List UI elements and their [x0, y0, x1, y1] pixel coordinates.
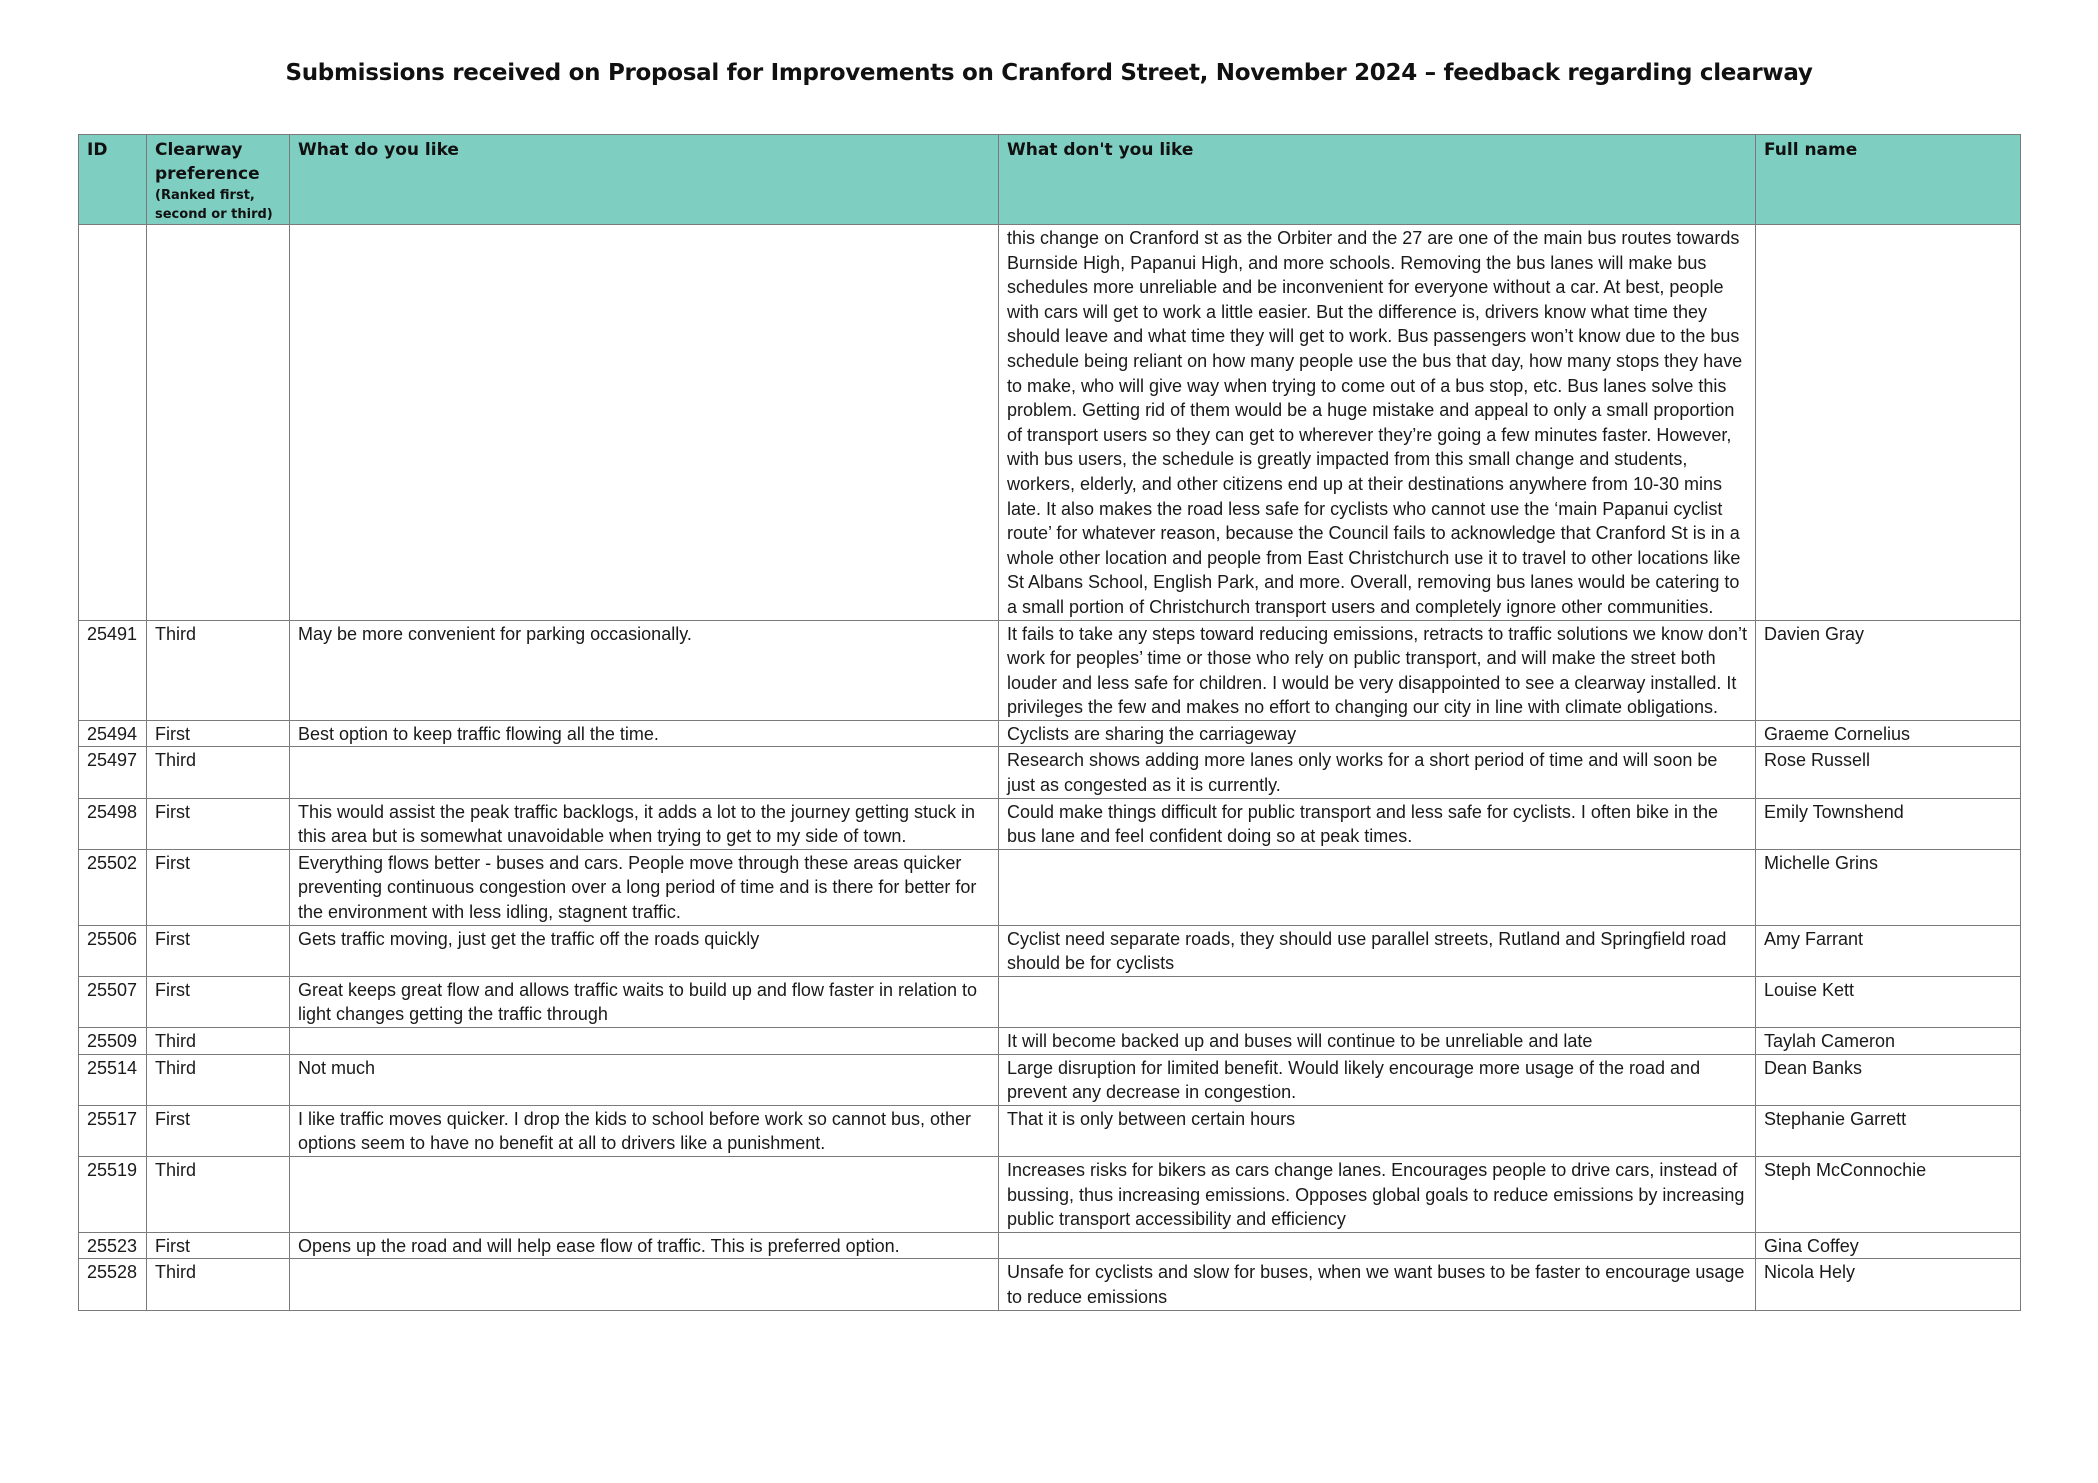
cell-like: Gets traffic moving, just get the traffic off the roads quickly — [290, 925, 999, 976]
table-body — [79, 225, 2021, 1311]
cell-preference: First — [147, 1232, 290, 1259]
cell-name: Steph McConnochie — [1756, 1156, 2021, 1232]
cell-name: Stephanie Garrett — [1756, 1105, 2021, 1156]
submissions-table — [78, 134, 2021, 1311]
cell-id: 25498 — [79, 798, 147, 849]
cell-dislike: Could make things difficult for public transport and less safe for cyclists. I often bike in the bus lane and feel confident doing so at peak times. — [999, 798, 1756, 849]
cell-preference: Third — [147, 747, 290, 798]
header-preference-label: Clearway preference — [155, 140, 260, 184]
header-id — [79, 135, 147, 225]
cell-name: Michelle Grins — [1756, 849, 2021, 925]
cell-preference: Third — [147, 620, 290, 720]
table-row — [79, 1105, 2021, 1156]
table-row — [79, 747, 2021, 798]
cell-dislike: Increases risks for bikers as cars change lanes. Encourages people to drive cars, instead of bussing, thus increasing emissions. Opposes global goals to reduce emissions by increasing public transport accessibility and efficiency — [999, 1156, 1756, 1232]
cell-like — [290, 1028, 999, 1055]
cell-id: 25497 — [79, 747, 147, 798]
cell-preference: First — [147, 798, 290, 849]
cell-name: Louise Kett — [1756, 976, 2021, 1027]
header-name-label: Full name — [1764, 140, 1858, 160]
cell-dislike: Unsafe for cyclists and slow for buses, when we want buses to be faster to encourage usage to reduce emissions — [999, 1259, 1756, 1310]
cell-id: 25502 — [79, 849, 147, 925]
cell-dislike: It fails to take any steps toward reducing emissions, retracts to traffic solutions we know don’t work for peoples’ time or those who rely on public transport, and will make the street both louder and less safe for children. I would be very disappointed to see a clearway installed. It privileges the few and makes no effort to changing our city in line with climate obligations. — [999, 620, 1756, 720]
cell-like: I like traffic moves quicker. I drop the kids to school before work so cannot bus, other options seem to have no benefit at all to drivers like a punishment. — [290, 1105, 999, 1156]
cell-name: Amy Farrant — [1756, 925, 2021, 976]
header-row — [79, 135, 2021, 225]
cell-dislike: this change on Cranford st as the Orbiter and the 27 are one of the main bus routes towards Burnside High, Papanui High, and more schools. Removing the bus lanes will make bus schedules more unreliable and be inconvenient for everyone without a car. At best, people with cars will get to work a little easier. But the difference is, drivers know what time they should leave and what time they will get to work. Bus passengers won’t know due to the bus schedule being reliant on how many people use the bus that day, how many stops they have to make, who will give way when trying to come out of a bus stop, etc. Bus lanes solve this problem. Getting rid of them would be a huge mistake and appeal to only a small proportion of transport users so they can get to wherever they’re going a few minutes faster. However, with bus users, the schedule is greatly impacted from this small change and students, workers, elderly, and other citizens end up at their destinations anywhere from 10-30 mins late. It also makes the road less safe for cyclists who cannot use the ‘main Papanui cyclist route’ for whatever reason, because the Council fails to acknowledge that Cranford St is in a whole other location and people from East Christchurch use it to travel to other locations like St Albans School, English Park, and more. Overall, removing bus lanes would be catering to a small portion of Christchurch transport users and completely ignore other communities. — [999, 225, 1756, 621]
cell-dislike — [999, 1232, 1756, 1259]
table-row — [79, 798, 2021, 849]
cell-like — [290, 1259, 999, 1310]
cell-dislike — [999, 849, 1756, 925]
cell-name — [1756, 225, 2021, 621]
cell-like — [290, 747, 999, 798]
cell-id: 25506 — [79, 925, 147, 976]
cell-like: This would assist the peak traffic backlogs, it adds a lot to the journey getting stuck in this area but is somewhat unavoidable when trying to get to my side of town. — [290, 798, 999, 849]
cell-like: Opens up the road and will help ease flow of traffic. This is preferred option. — [290, 1232, 999, 1259]
cell-dislike: Cyclists are sharing the carriageway — [999, 720, 1756, 747]
cell-id: 25517 — [79, 1105, 147, 1156]
header-id-label: ID — [87, 140, 108, 160]
table-row — [79, 1156, 2021, 1232]
cell-id: 25507 — [79, 976, 147, 1027]
cell-preference: First — [147, 976, 290, 1027]
cell-like — [290, 1156, 999, 1232]
table-row — [79, 976, 2021, 1027]
cell-dislike — [999, 976, 1756, 1027]
cell-like: May be more convenient for parking occasionally. — [290, 620, 999, 720]
cell-preference: Third — [147, 1054, 290, 1105]
header-name — [1756, 135, 2021, 225]
header-like-label: What do you like — [298, 140, 459, 160]
cell-like: Not much — [290, 1054, 999, 1105]
cell-name: Dean Banks — [1756, 1054, 2021, 1105]
cell-name: Nicola Hely — [1756, 1259, 2021, 1310]
cell-name: Emily Townshend — [1756, 798, 2021, 849]
cell-dislike: It will become backed up and buses will continue to be unreliable and late — [999, 1028, 1756, 1055]
cell-id — [79, 225, 147, 621]
header-preference-note: (Ranked first, second or third) — [155, 188, 273, 222]
cell-like — [290, 225, 999, 621]
cell-id: 25528 — [79, 1259, 147, 1310]
cell-preference: First — [147, 925, 290, 976]
header-dislike — [999, 135, 1756, 225]
cell-name: Taylah Cameron — [1756, 1028, 2021, 1055]
cell-id: 25519 — [79, 1156, 147, 1232]
cell-preference: First — [147, 720, 290, 747]
cell-name: Davien Gray — [1756, 620, 2021, 720]
cell-like: Everything flows better - buses and cars. People move through these areas quicker preventing continuous congestion over a long period of time and is there for better for the environment with less idling, stagnent traffic. — [290, 849, 999, 925]
cell-id: 25491 — [79, 620, 147, 720]
header-dislike-label: What don't you like — [1007, 140, 1194, 160]
cell-id: 25494 — [79, 720, 147, 747]
cell-like: Best option to keep traffic flowing all the time. — [290, 720, 999, 747]
cell-id: 25523 — [79, 1232, 147, 1259]
cell-dislike: Large disruption for limited benefit. Would likely encourage more usage of the road and prevent any decrease in congestion. — [999, 1054, 1756, 1105]
cell-name: Gina Coffey — [1756, 1232, 2021, 1259]
table-header — [79, 135, 2021, 225]
table-row — [79, 620, 2021, 720]
cell-id: 25509 — [79, 1028, 147, 1055]
cell-dislike: That it is only between certain hours — [999, 1105, 1756, 1156]
cell-preference: Third — [147, 1259, 290, 1310]
table-row — [79, 1259, 2021, 1310]
header-preference — [147, 135, 290, 225]
cell-dislike: Research shows adding more lanes only works for a short period of time and will soon be just as congested as it is currently. — [999, 747, 1756, 798]
table-row — [79, 1232, 2021, 1259]
cell-preference: Third — [147, 1156, 290, 1232]
table-row — [79, 1028, 2021, 1055]
cell-id: 25514 — [79, 1054, 147, 1105]
cell-like: Great keeps great flow and allows traffic waits to build up and flow faster in relation to light changes getting the traffic through — [290, 976, 999, 1027]
table-row — [79, 925, 2021, 976]
cell-dislike: Cyclist need separate roads, they should use parallel streets, Rutland and Springfield road should be for cyclists — [999, 925, 1756, 976]
header-like — [290, 135, 999, 225]
table-row — [79, 1054, 2021, 1105]
continuation-row — [79, 225, 2021, 621]
table-row — [79, 720, 2021, 747]
cell-preference: First — [147, 1105, 290, 1156]
cell-preference: Third — [147, 1028, 290, 1055]
table-row — [79, 849, 2021, 925]
page-title: Submissions received on Proposal for Improvements on Cranford Street, November 2024 – feedback regarding clearway — [285, 60, 1813, 86]
cell-preference: First — [147, 849, 290, 925]
cell-name: Rose Russell — [1756, 747, 2021, 798]
cell-preference — [147, 225, 290, 621]
cell-name: Graeme Cornelius — [1756, 720, 2021, 747]
